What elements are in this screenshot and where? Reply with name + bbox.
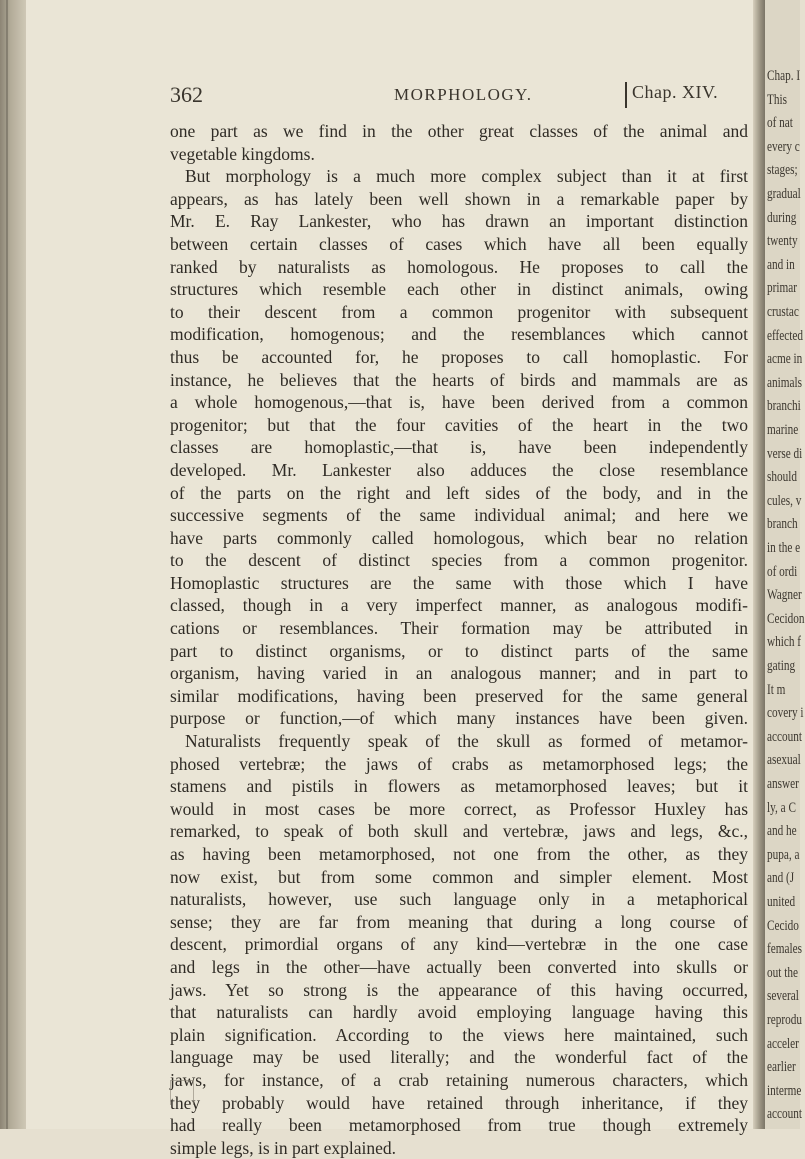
text-line: jaws. Yet so strong is the appearance of this having occurred,	[170, 979, 748, 1000]
facing-page-fragment: answer	[767, 776, 799, 792]
facing-page-fragment: It m	[767, 681, 786, 698]
facing-page-fragment: and in	[767, 256, 795, 273]
facing-page-fragment: and (J	[767, 870, 795, 887]
text-line: they probably would have retained through inheritance, if they	[170, 1092, 748, 1113]
text-line: structures which resemble each other in distinct animals, owing	[170, 279, 748, 300]
text-line: purpose or function,—of which many instances have been given.	[170, 708, 748, 729]
facing-page-fragment: several	[767, 988, 799, 1005]
text-line: to the descent of distinct species from a common progenitor.	[170, 550, 748, 571]
text-line: now exist, but from some common and simpler element. Most	[170, 866, 748, 887]
facing-page-fragment: out the	[767, 964, 798, 981]
text-line: organism, having varied in an analogous manner; and in part to	[170, 663, 748, 684]
facing-page-fragment: and he	[767, 823, 797, 840]
text-line: naturalists, however, use such language only in a metaphorical	[170, 889, 748, 910]
facing-page-fragment: during	[767, 209, 797, 226]
page-number: 362	[170, 82, 203, 107]
text-line: would in most cases be more correct, as Professor Huxley has	[170, 798, 748, 819]
body-text	[170, 120, 748, 1159]
facing-page-fragment: effected	[767, 327, 804, 344]
text-line: as having been metamorphosed, not one from the other, as they	[170, 844, 748, 864]
facing-page-fragment: earlier	[767, 1059, 796, 1076]
facing-page-fragment: cules, v	[767, 492, 802, 509]
facing-page-fragment: every c	[767, 138, 800, 155]
facing-page-fragment: ly, a C	[767, 799, 796, 816]
facing-page-fragment: covery i	[767, 705, 804, 722]
book-gutter	[753, 0, 765, 1129]
chapter-label: Chap. XIV.	[625, 82, 718, 108]
facing-page-fragment: Cecido	[767, 917, 799, 934]
text-line: simple legs, is in part explained.	[170, 1137, 396, 1158]
text-line: phosed vertebræ; the jaws of crabs as metamorphosed legs; the	[170, 753, 748, 774]
text-line: of the parts on the right and left sides of the body, and in the	[170, 482, 748, 503]
book-left-edge	[0, 0, 26, 1129]
facing-page-fragment: which f	[767, 634, 802, 651]
facing-page-fragment: reprodu	[767, 1012, 802, 1028]
text-line: progenitor; but that the four cavities of the heart in the two	[170, 414, 748, 435]
text-line: appears, as has lately been well shown in a remarkable paper by	[170, 188, 748, 209]
facing-page-fragment: verse di	[767, 445, 803, 462]
text-line: have parts commonly called homologous, which bear no relation	[170, 527, 748, 548]
corner-mark	[170, 1080, 194, 1105]
facing-page-fragment: of nat	[767, 115, 793, 132]
facing-page-fragment: crustac	[767, 304, 799, 320]
text-line: similar modifications, having been preserved for the same general	[170, 685, 748, 706]
facing-page-fragment: stages;	[767, 162, 798, 179]
facing-page-fragment: pupa, a	[767, 846, 800, 863]
text-line: a whole homogenous,—that is, have been derived from a common	[170, 392, 748, 413]
text-line: jaws, for instance, of a crab retaining numerous characters, which	[170, 1069, 748, 1090]
text-line: plain signification. According to the views here maintained, such	[170, 1024, 748, 1045]
facing-page-fragment: Wagner	[767, 587, 802, 604]
text-line: and legs in the other—have actually been converted into skulls or	[170, 956, 748, 977]
facing-page-fragment: of ordi	[767, 563, 798, 580]
text-line: thus be accounted for, he proposes to call homoplastic. For	[170, 346, 748, 367]
text-line: ranked by naturalists as homologous. He proposes to call the	[170, 256, 748, 277]
facing-page-fragment: Chap. I	[767, 68, 801, 84]
text-line: remarked, to speak of both skull and vertebræ, jaws and legs, &c.,	[170, 821, 748, 842]
facing-page-fragment: Cecidon	[767, 610, 805, 627]
facing-page-fragment: twenty	[767, 233, 798, 250]
text-line: to their descent from a common progenitor with subsequent	[170, 301, 748, 322]
facing-page-fragment: in the e	[767, 540, 801, 556]
text-line: Homoplastic structures are the same with those which I have	[170, 572, 748, 593]
text-line: that naturalists can hardly avoid employing language having this	[170, 1002, 748, 1023]
facing-page-fragment: interme	[767, 1082, 802, 1099]
text-line: between certain classes of cases which have all been equally	[170, 233, 748, 254]
facing-page-fragment: gating	[767, 658, 796, 674]
text-line: modification, homogenous; and the resemblances which cannot	[170, 324, 748, 345]
text-line: sense; they are far from meaning that during a long course of	[170, 911, 748, 932]
text-line: classed, though in a very imperfect manner, as analogous modifi-	[170, 595, 748, 616]
facing-page-fragment: animals	[767, 374, 802, 391]
facing-page-fragment: This	[767, 91, 788, 108]
facing-page-fragment: primar	[767, 280, 797, 297]
text-line: instance, he believes that the hearts of birds and mammals are as	[170, 369, 748, 390]
text-line: cations or resemblances. Their formation may be attributed in	[170, 618, 748, 639]
facing-page-fragment: gradual	[767, 186, 801, 202]
text-line: Mr. E. Ray Lankester, who has drawn an important distinction	[170, 211, 748, 232]
facing-page-fragment: asexual	[767, 752, 801, 769]
facing-page-fragment: acceler	[767, 1035, 799, 1052]
text-line: language may be used literally; and the wonderful fact of the	[170, 1047, 748, 1068]
facing-page-fragment: branchi	[767, 398, 801, 415]
text-line: Naturalists frequently speak of the skull as formed of metamor-	[185, 731, 748, 752]
facing-page-fragment: united	[767, 894, 796, 910]
text-line: descent, primordial organs of any kind—vertebræ in the one case	[170, 934, 748, 955]
facing-page-fragment: branch	[767, 516, 798, 533]
text-line: classes are homoplastic,—that is, have been independently	[170, 437, 748, 458]
text-line: developed. Mr. Lankester also adduces the close resemblance	[170, 459, 748, 480]
text-line: successive segments of the same individual animal; and here we	[170, 505, 748, 526]
facing-page-fragment: should	[767, 469, 798, 486]
text-line: vegetable kingdoms.	[170, 143, 315, 164]
text-line: had really been metamorphosed from true though extremely	[170, 1115, 748, 1136]
text-line: stamens and pistils in flowers as metamorphosed leaves; but it	[170, 776, 748, 797]
text-line: one part as we find in the other great classes of the animal and	[170, 121, 748, 141]
facing-page-fragment: marine	[767, 422, 799, 438]
text-line: But morphology is a much more complex subject than it at first	[185, 166, 748, 187]
facing-page-fragment: account	[767, 728, 802, 745]
facing-page-fragment: acme in	[767, 351, 803, 368]
running-title: MORPHOLOGY.	[394, 85, 533, 104]
facing-page-fragment: account	[767, 1106, 802, 1123]
facing-page-edge	[765, 0, 805, 1129]
text-line: part to distinct organisms, or to distinct parts of the same	[170, 640, 748, 661]
facing-page-fragment: females	[767, 941, 802, 958]
page-header	[170, 82, 793, 112]
